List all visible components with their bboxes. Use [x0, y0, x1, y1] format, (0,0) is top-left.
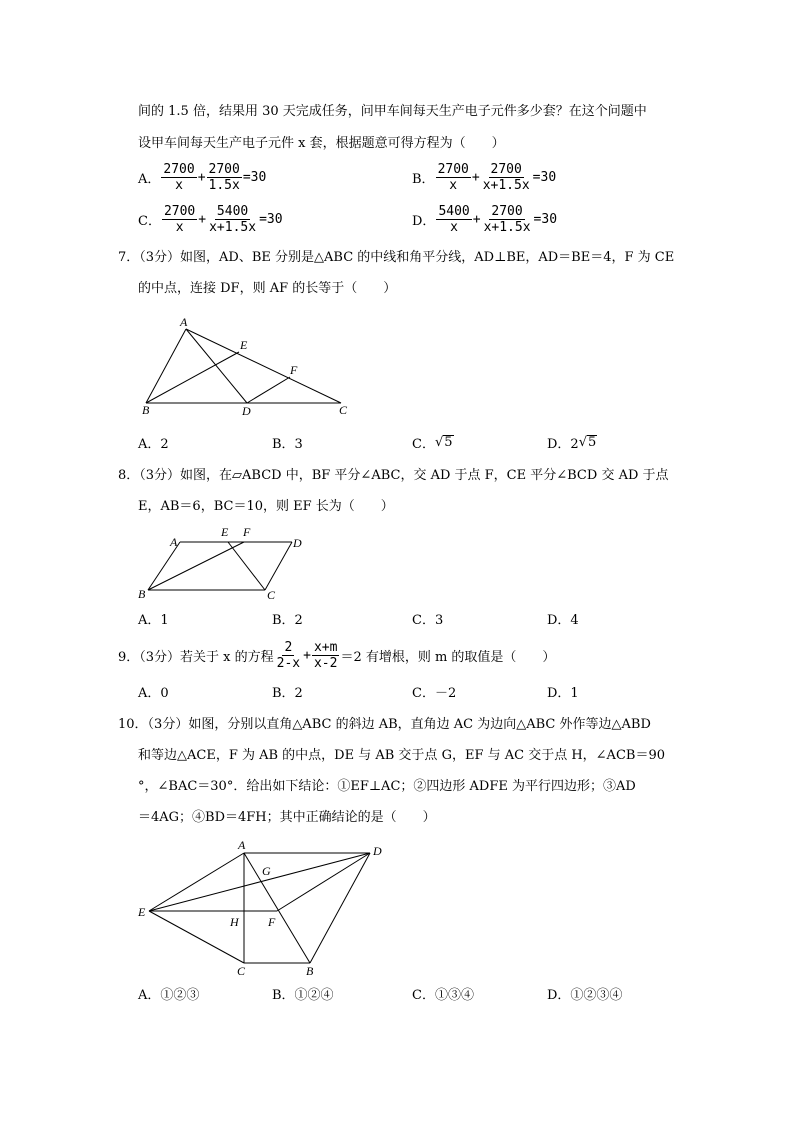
q6-text-line2: 设甲车间每天生产电子元件 x 套，根据题意可得方程为（ ） [138, 136, 505, 151]
q6-option-b[interactable]: B． $\frac{2700}{x}$ + $\frac{2700}{x+1.5x}$ =30 [412, 162, 557, 193]
q10-option-b[interactable]: B．①②④ [272, 988, 334, 1003]
q10-text-line3: °，∠BAC＝30°．给出如下结论：①EF⊥AC；②四边形 ADFE 为平行四边形；③AD [138, 779, 636, 794]
q8-point-c: C [267, 588, 276, 602]
q10-point-e: E [138, 905, 146, 919]
q8-option-a[interactable]: A．1 [138, 613, 169, 628]
q7-option-d[interactable]: D．2 √ 5 [547, 435, 597, 452]
q10-segment-ab [244, 853, 310, 963]
q6-option-d[interactable]: D． $\frac{5400}{x}$ + $\frac{2700}{x+1.5x}$ =30 [412, 204, 558, 235]
q8-segment-ab [148, 542, 180, 590]
q10-point-a: A [238, 838, 246, 852]
q10-segment-ed [149, 853, 370, 911]
q6-text-line1: 间的 1.5 倍，结果用 30 天完成任务，问甲车间每天生产电子元件多少套？在这个问题中 [138, 104, 647, 119]
q9-option-a[interactable]: A．0 [138, 686, 169, 701]
q8-text-line1: 8．（3分）如图，在▱ABCD 中，BF 平分∠ABC，交 AD 于点 F，CE 平分∠BCD 交 AD 于点 [118, 468, 669, 483]
q8-point-b: B [138, 587, 146, 601]
q8-segment-ce [228, 542, 265, 590]
q10-segment-ea [149, 853, 244, 911]
q9-text: 9．（3分）若关于 x 的方程 $\frac{2}{2-x}$ + $\frac{x+m}{x-2}$ ＝2 有增根，则 m 的取值是（ ） [118, 640, 556, 671]
q6-option-a[interactable]: A． $\frac{2700}{x}$ + $\frac{2700}{1.5x}$ =30 [138, 162, 267, 193]
q7-option-a[interactable]: A．2 [138, 437, 169, 452]
q10-point-b: B [306, 964, 314, 978]
q7-point-c: C [339, 403, 348, 417]
q8-segment-cd [265, 542, 292, 590]
q10-option-d[interactable]: D．①②③④ [547, 988, 623, 1003]
q10-point-d: D [373, 844, 382, 858]
q10-point-c: C [237, 964, 246, 978]
q7-option-b[interactable]: B．3 [272, 437, 303, 452]
q7-point-f: F [290, 363, 298, 377]
q8-point-d: D [293, 536, 302, 550]
q7-text-line1: 7．（3分）如图，AD、BE 分别是△ABC 的中线和角平分线，AD⊥BE，AD＝BE＝4，F 为 CE [118, 250, 675, 265]
q7-option-c[interactable]: C． √ 5 [412, 435, 453, 452]
q6-option-c[interactable]: C． $\frac{2700}{x}$ + $\frac{5400}{x+1.5x}$ =30 [138, 204, 283, 235]
q7-segment-ad [186, 329, 247, 403]
q8-point-e: E [221, 525, 229, 539]
q10-segment-bd [310, 853, 370, 963]
q8-option-d[interactable]: D．4 [547, 613, 579, 628]
q7-point-a: A [180, 315, 188, 329]
q7-segment-df [247, 377, 290, 403]
q10-point-h: H [230, 915, 239, 929]
q7-text-line2: 的中点，连接 DF，则 AF 的长等于（ ） [138, 281, 397, 296]
q8-option-c[interactable]: C．3 [412, 613, 444, 628]
q10-point-f: F [268, 915, 276, 929]
q10-point-g: G [262, 864, 271, 878]
q7-segment-ac [186, 329, 341, 403]
q8-text-line2: E，AB＝6，BC＝10，则 EF 长为（ ） [138, 499, 394, 514]
q10-segment-fd [277, 853, 370, 911]
q9-option-b[interactable]: B．2 [272, 686, 303, 701]
q10-text-line2: 和等边△ACE，F 为 AB 的中点，DE 与 AB 交于点 G，EF 与 AC 交于点 H，∠ACB＝90 [138, 748, 665, 763]
q10-text-line4: ＝4AG；④BD＝4FH；其中正确结论的是（ ） [138, 810, 436, 825]
q7-point-b: B [142, 403, 150, 417]
q10-option-c[interactable]: C．①③④ [412, 988, 474, 1003]
q8-option-b[interactable]: B．2 [272, 613, 303, 628]
q7-point-d: D [242, 404, 251, 418]
q10-option-a[interactable]: A．①②③ [138, 988, 200, 1003]
q8-point-f: F [243, 525, 251, 539]
q9-option-c[interactable]: C．－2 [412, 686, 457, 701]
q8-segment-bf [148, 542, 244, 590]
q9-option-d[interactable]: D．1 [547, 686, 579, 701]
q7-point-e: E [240, 338, 248, 352]
q10-text-line1: 10．（3分）如图，分别以直角△ABC 的斜边 AB，直角边 AC 为边向△ABC 外作等边△ABD [118, 717, 651, 732]
q8-point-a: A [170, 535, 178, 549]
